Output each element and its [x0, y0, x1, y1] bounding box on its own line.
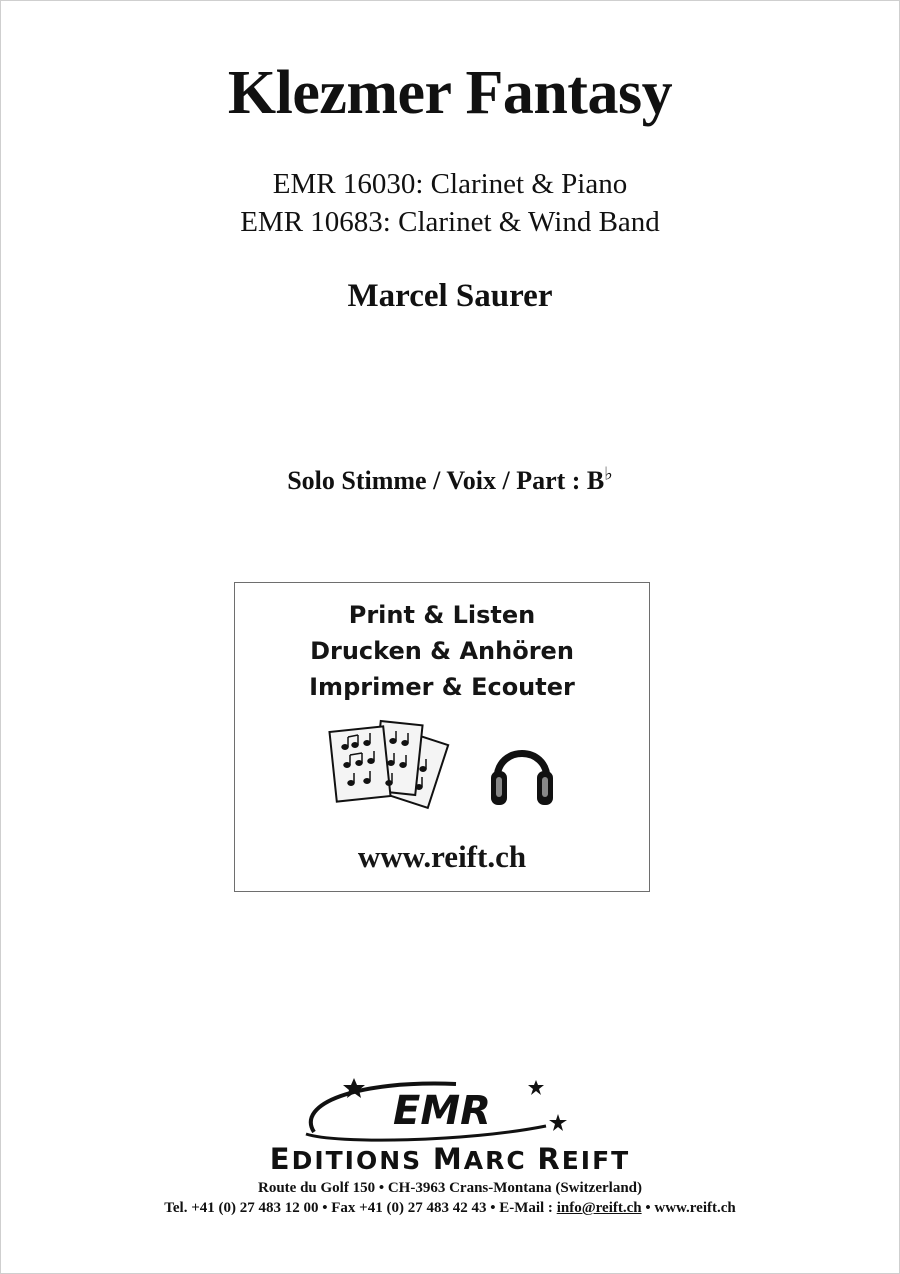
promo-line-french: Imprimer & Ecouter [309, 673, 575, 701]
email-link[interactable]: info@reift.ch [556, 1200, 642, 1216]
promo-line-english: Print & Listen [348, 601, 536, 629]
part-label [0, 463, 900, 496]
promo-line-german: Drucken & Anhören [310, 637, 574, 665]
website-link[interactable]: www.reift.ch [357, 839, 527, 874]
publisher-name-initial-m: M [432, 1142, 464, 1176]
publisher-address: Route du Golf 150 • CH-3963 Crans-Montana (Switzerland) [258, 1180, 642, 1196]
emr-logo-text: EMR [393, 1088, 491, 1134]
edition-line-piano: EMR 16030: Clarinet & Piano [272, 168, 628, 200]
publisher-name-initial-e: E [269, 1142, 292, 1176]
sheet-music-icon [327, 719, 457, 819]
publisher-name-arc: ARC [463, 1146, 538, 1175]
composer-name: Marcel Saurer [347, 278, 553, 314]
publisher-contact [0, 1200, 900, 1217]
print-listen-box[interactable] [234, 582, 650, 892]
publisher-name-eift: EIFT [561, 1146, 631, 1175]
emr-logo [296, 1074, 606, 1146]
publisher-name-initial-r: R [537, 1142, 562, 1176]
score-title: Klezmer Fantasy [227, 59, 673, 127]
publisher-name-ditions: DITIONS [291, 1146, 433, 1175]
contact-website[interactable]: • www.reift.ch [641, 1200, 736, 1216]
edition-line-wind-band: EMR 10683: Clarinet & Wind Band [240, 206, 660, 238]
contact-phone-fax: Tel. +41 (0) 27 483 12 00 • Fax +41 (0) 27 483 42 43 • E-Mail : [164, 1200, 557, 1216]
part-label-text: Solo Stimme / Voix / Part : B [287, 466, 605, 495]
headphones-icon [487, 731, 557, 811]
publisher-name [0, 1142, 900, 1176]
flat-sign: ♭ [604, 463, 613, 484]
